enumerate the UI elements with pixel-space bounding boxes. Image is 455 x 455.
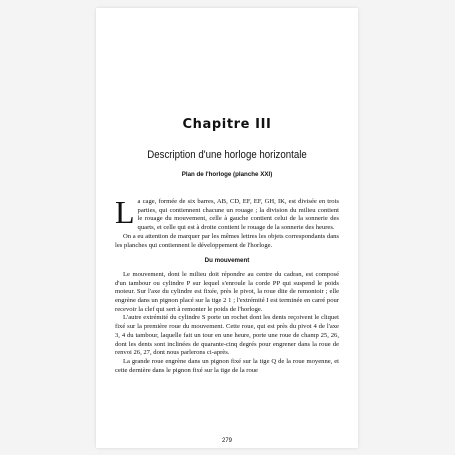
page-number: 279 — [221, 438, 232, 444]
section-paragraph-1: Le mouvement, dont le milieu doit répondre au centre du cadran, est composé d'un tambour ou cylindre P sur lequel s'enroule la corde PP qui suspend le poids moteur. Sur l'axe du cylindre est fixée, près le pivot, la roue dite de remontoir ; elle engrène dans un pignon placé sur la tige 2 1 ; l'extrémité I est terminée en carré pour recevoir la clef qui sert à remonter le poids de l'horloge. — [115, 270, 339, 313]
intro-paragraph-1-text: a cage, formée de six barres, AB, CD, EF, EF, GH, IK, est divisée en trois parties, qui contiennent chacune un rouage ; la division du milieu contient le rouage du mouvement, celle à gauche contient celui de la sonnerie des quarts, et celle qui est à droite contient le rouage de la sonnerie des heures. — [137, 198, 339, 232]
plan-reference: Plan de l'horloge (planche XXI) — [181, 171, 273, 178]
section-paragraph-2: L'autre extrémité du cylindre S porte un rochet dont les dents reçoivent le cliquet fixé sur la première roue du mouvement. Cette roue, qui est près du pivot 4 de l'axe 3, 4 du tambour, laquelle fait un tour en une heure, porte une roue de champ 25, 26, dont les dents sont inclinées de quarante-cinq degrés pour engrener dans la roue de renvoi 26, 27, dont nous parlerons ci-après. — [115, 314, 339, 357]
body-text — [115, 194, 339, 375]
chapter-subtitle: Description d'une horloge horizontale — [147, 149, 307, 161]
section-heading: Du mouvement — [204, 257, 250, 265]
intro-paragraph-1 — [115, 194, 339, 233]
section-paragraph-3: La grande roue engrène dans un pignon fixé sur la tige Q de la roue moyenne, et cette dernière dans le pignon fixé sur la tige de la roue — [115, 357, 339, 374]
drop-cap: L — [115, 194, 135, 230]
chapter-title: Chapitre III — [182, 117, 272, 132]
intro-paragraph-2: On a eu attention de marquer par les mêmes lettres les objets correspondants dans les planches qui contiennent le développement de l'horloge. — [115, 232, 339, 249]
book-page — [96, 8, 358, 448]
